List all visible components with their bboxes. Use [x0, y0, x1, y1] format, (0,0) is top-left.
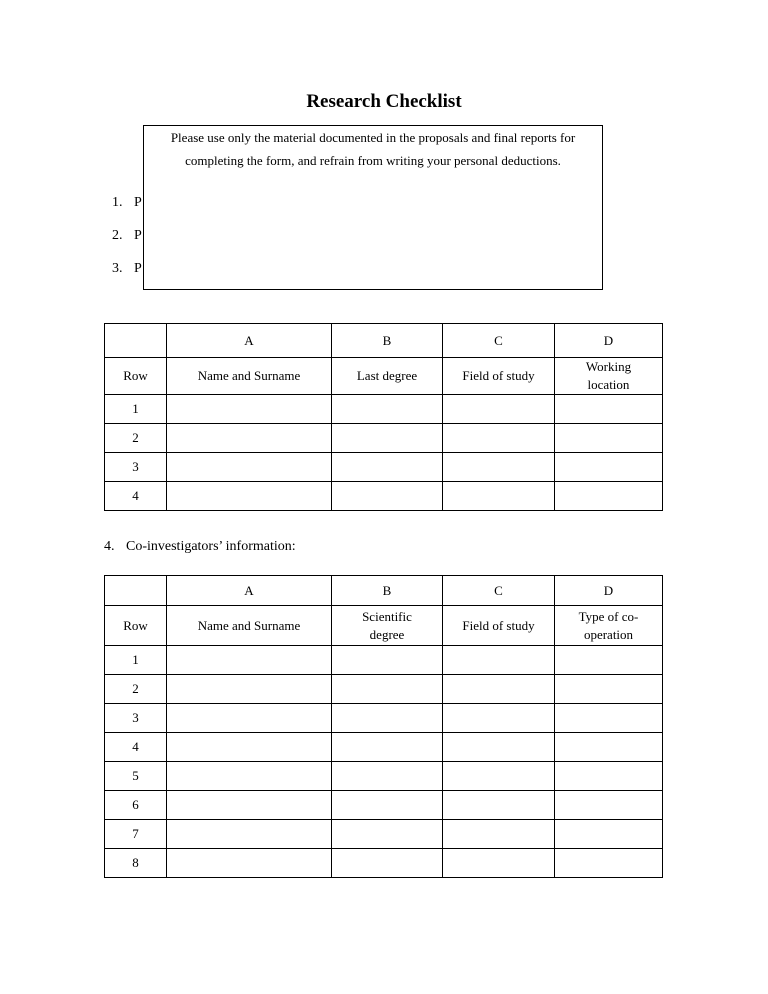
table-cell[interactable] [167, 791, 332, 820]
column-header: Name and Surname [167, 606, 332, 646]
table-cell[interactable] [332, 820, 443, 849]
table-cell[interactable] [167, 762, 332, 791]
table-cell[interactable] [443, 762, 555, 791]
list-item-1 [112, 195, 142, 211]
table-cell[interactable] [332, 453, 443, 482]
table-letter-row [105, 576, 663, 606]
co-investigators-table [104, 575, 663, 878]
column-header: Type of co-operation [555, 606, 663, 646]
row-number: 8 [105, 849, 167, 878]
column-letter: B [332, 324, 443, 358]
table-row [105, 424, 663, 453]
table-cell[interactable] [443, 675, 555, 704]
row-number: 5 [105, 762, 167, 791]
table-cell[interactable] [332, 646, 443, 675]
column-letter: A [167, 324, 332, 358]
table-cell[interactable] [332, 762, 443, 791]
table-cell[interactable] [167, 704, 332, 733]
list-item-2 [112, 228, 142, 244]
list-text: P [134, 195, 142, 210]
table-row [105, 482, 663, 511]
table-cell[interactable] [555, 791, 663, 820]
row-number: 2 [105, 675, 167, 704]
table-row [105, 704, 663, 733]
table-cell[interactable] [167, 820, 332, 849]
table-cell[interactable] [167, 733, 332, 762]
table-cell[interactable] [555, 820, 663, 849]
table-cell[interactable] [167, 424, 332, 453]
row-number: 4 [105, 733, 167, 762]
table-row [105, 762, 663, 791]
table-cell[interactable] [332, 791, 443, 820]
table-cell[interactable] [332, 424, 443, 453]
table-cell[interactable] [443, 482, 555, 511]
table-cell[interactable] [555, 395, 663, 424]
list-item-3 [112, 261, 142, 277]
row-number: 7 [105, 820, 167, 849]
table-cell[interactable] [443, 791, 555, 820]
table-row [105, 849, 663, 878]
table-cell[interactable] [555, 675, 663, 704]
row-number: 3 [105, 453, 167, 482]
table-cell[interactable] [443, 733, 555, 762]
list-number: 2. [112, 228, 123, 243]
table-row [105, 820, 663, 849]
column-letter: A [167, 576, 332, 606]
table-cell[interactable] [167, 453, 332, 482]
section-heading-text: Co-investigators’ information: [126, 539, 296, 554]
table-cell[interactable] [443, 704, 555, 733]
column-header: Name and Surname [167, 358, 332, 395]
list-number: 4. [104, 539, 115, 554]
table-row [105, 675, 663, 704]
personnel-table [104, 323, 663, 511]
notice-line-1: Please use only the material documented in the proposals and final reports for [170, 130, 576, 145]
table-cell[interactable] [443, 646, 555, 675]
row-number: 6 [105, 791, 167, 820]
list-number: 1. [112, 195, 123, 210]
table-cell[interactable] [332, 849, 443, 878]
row-number: 1 [105, 395, 167, 424]
column-header: Field of study [443, 606, 555, 646]
table-cell[interactable] [332, 482, 443, 511]
table-cell[interactable] [443, 395, 555, 424]
table-row [105, 646, 663, 675]
section-heading [104, 539, 296, 555]
column-letter: D [555, 324, 663, 358]
table-cell[interactable] [332, 704, 443, 733]
table-row [105, 395, 663, 424]
table-cell[interactable] [167, 395, 332, 424]
table-cell[interactable] [332, 675, 443, 704]
table-cell[interactable] [555, 482, 663, 511]
row-number: 3 [105, 704, 167, 733]
column-letter: B [332, 576, 443, 606]
notice-box [143, 125, 603, 290]
table-cell[interactable] [555, 424, 663, 453]
column-letter: C [443, 576, 555, 606]
row-number: 4 [105, 482, 167, 511]
table-row [105, 453, 663, 482]
table-header-row [105, 358, 663, 395]
page-title: Research Checklist [306, 91, 462, 112]
table-cell[interactable] [555, 646, 663, 675]
table-letter-row [105, 324, 663, 358]
list-number: 3. [112, 261, 123, 276]
table-cell[interactable] [555, 704, 663, 733]
table-cell[interactable] [443, 453, 555, 482]
table-cell[interactable] [555, 453, 663, 482]
list-text: P [134, 261, 142, 276]
table-cell [105, 576, 167, 606]
table-cell[interactable] [332, 395, 443, 424]
column-letter: D [555, 576, 663, 606]
column-header: Working location [555, 358, 663, 395]
column-header: Field of study [443, 358, 555, 395]
table-cell[interactable] [555, 849, 663, 878]
column-header: Row [105, 358, 167, 395]
column-header: Last degree [332, 358, 443, 395]
table-cell[interactable] [167, 482, 332, 511]
table-header-row [105, 606, 663, 646]
table-cell[interactable] [443, 424, 555, 453]
table-cell[interactable] [167, 849, 332, 878]
table-cell[interactable] [443, 820, 555, 849]
column-letter: C [443, 324, 555, 358]
row-number: 1 [105, 646, 167, 675]
table-cell[interactable] [443, 849, 555, 878]
list-text: P [134, 228, 142, 243]
table-cell[interactable] [555, 733, 663, 762]
table-row [105, 733, 663, 762]
table-cell[interactable] [332, 733, 443, 762]
table-cell [105, 324, 167, 358]
table-cell[interactable] [167, 675, 332, 704]
row-number: 2 [105, 424, 167, 453]
table-cell[interactable] [167, 646, 332, 675]
table-row [105, 791, 663, 820]
column-header: Row [105, 606, 167, 646]
table-cell[interactable] [555, 762, 663, 791]
notice-line-2: completing the form, and refrain from writing your personal deductions. [185, 153, 561, 168]
column-header: Scientific degree [332, 606, 443, 646]
